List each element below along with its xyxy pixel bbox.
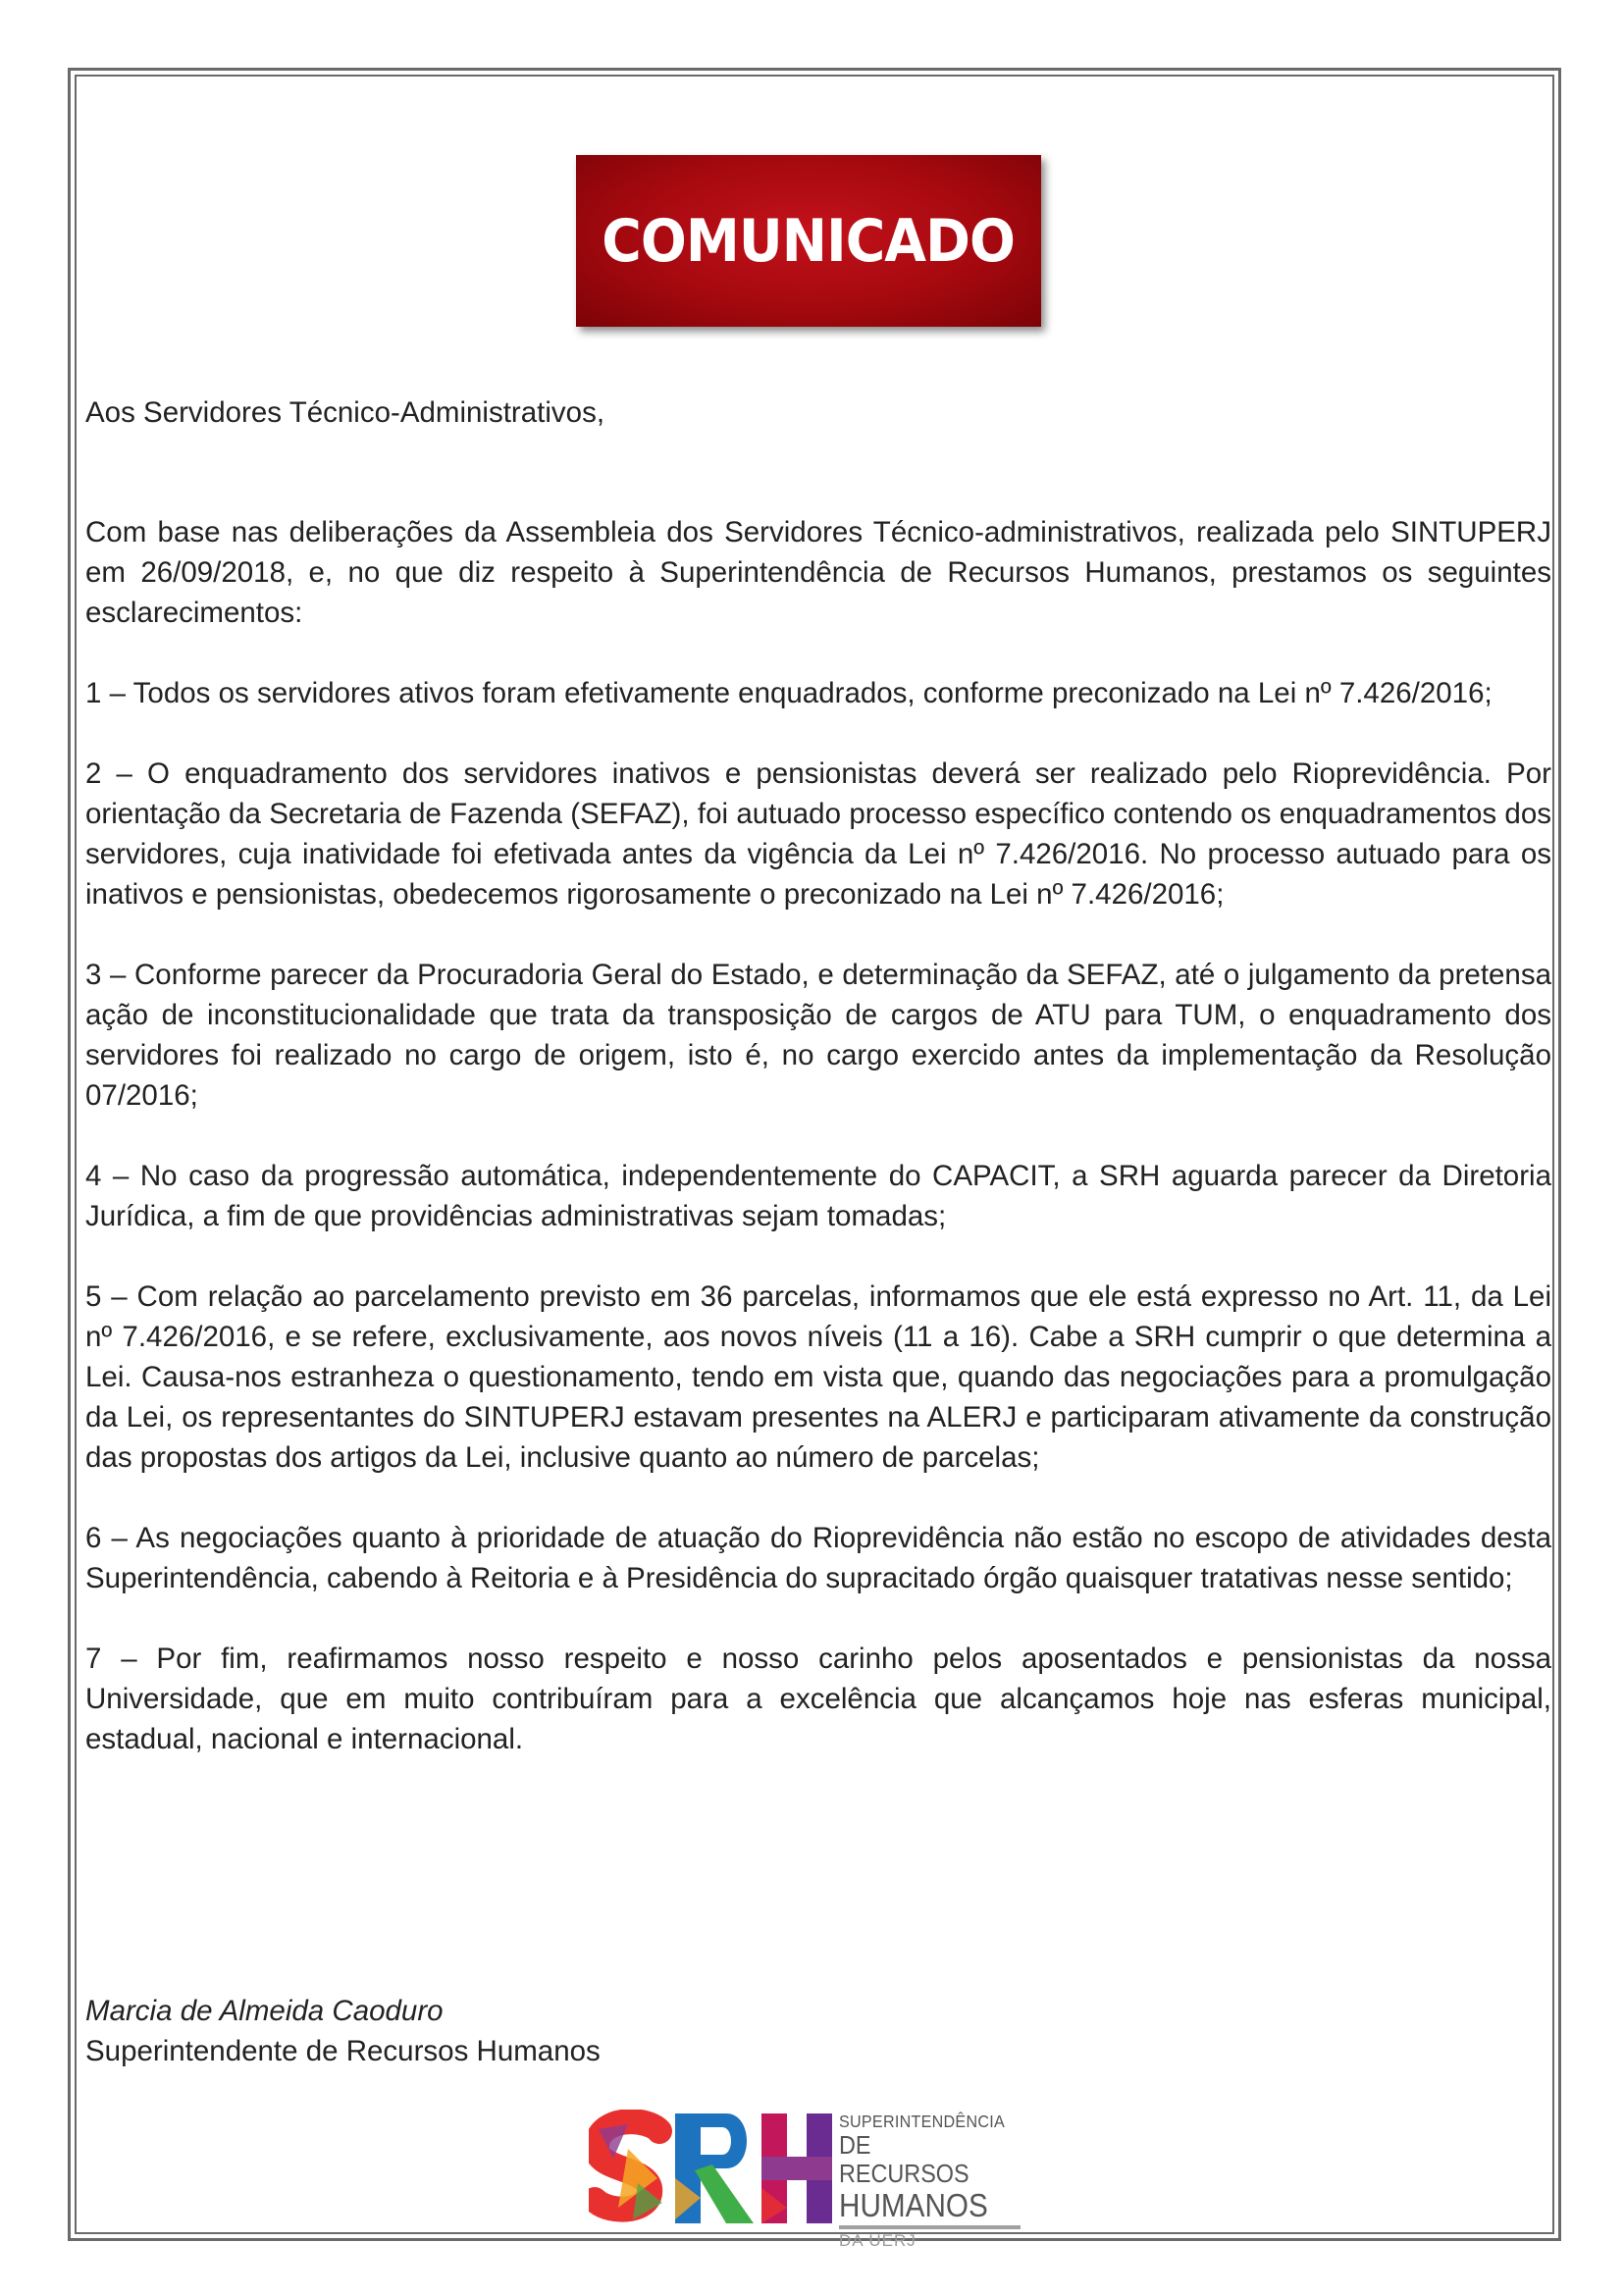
- document-body: [85, 392, 1551, 1799]
- paragraph-item-5: 5 – Com relação ao parcelamento previsto em 36 parcelas, informamos que ele está expresso no Art. 11, da Lei nº 7.426/2016, e se refere, exclusivamente, aos novos níveis (11 a 16). Cabe a SRH cumprir o que determina a Lei. Causa-nos estranheza o questionamento, tendo em vista que, quando das negociações para a promulgação da Lei, os representantes do SINTUPERJ estavam presentes na ALERJ e participaram ativamente da construção das propostas dos artigos da Lei, inclusive quanto ao número de parcelas;: [85, 1280, 1551, 1474]
- logo-divider: [839, 2225, 1021, 2229]
- paragraph-item-4: 4 – No caso da progressão automática, independentemente do CAPACIT, a SRH aguarda parecer da Diretoria Jurídica, a fim de que providências administrativas sejam tomadas;: [85, 1160, 1551, 1232]
- paragraph-item-3: 3 – Conforme parecer da Procuradoria Geral do Estado, e determinação da SEFAZ, até o julgamento da pretensa ação de inconstitucionalidade que trata da transposição de cargos de ATU para TUM, o enquadramento dos servidores foi realizado no cargo de origem, isto é, no cargo exercido antes da implementação da Resolução 07/2016;: [85, 959, 1551, 1112]
- srh-logo-letters: [589, 2110, 834, 2227]
- greeting: Aos Servidores Técnico-Administrativos,: [85, 396, 605, 429]
- banner-title: COMUNICADO: [602, 206, 1016, 276]
- paragraph-intro: Com base nas deliberações da Assembleia dos Servidores Técnico-administrativos, realizada pelo SINTUPERJ em 26/09/2018, e, no que diz respeito à Superintendência de Recursos Humanos, prestamos os seguintes esclarecimentos:: [85, 516, 1551, 629]
- paragraph-item-7: 7 – Por fim, reafirmamos nosso respeito e nosso carinho pelos aposentados e pensionistas da nossa Universidade, que em muito contribuíram para a excelência que alcançamos hoje nas esferas municipal, estadual, nacional e internacional.: [85, 1643, 1551, 1755]
- paragraph-item-1: 1 – Todos os servidores ativos foram efetivamente enquadrados, conforme preconizado na Lei nº 7.426/2016;: [85, 677, 1493, 709]
- srh-logo: [589, 2110, 1025, 2250]
- signatory-name: Marcia de Almeida Caoduro: [85, 1995, 444, 2027]
- signatory-title: Superintendente de Recursos Humanos: [85, 2035, 601, 2067]
- paragraph-item-6: 6 – As negociações quanto à prioridade de atuação do Rioprevidência não estão no escopo de atividades desta Superintendência, cabendo à Reitoria e à Presidência do supracitado órgão quaisquer tratativas nesse sentido;: [85, 1522, 1551, 1594]
- logo-line-3: HUMANOS: [839, 2187, 988, 2223]
- comunicado-banner: [576, 155, 1041, 327]
- logo-line-1: SUPERINTENDÊNCIA: [839, 2112, 1006, 2131]
- logo-line-4: DA UERJ: [839, 2231, 917, 2250]
- srh-logo-wordmark: [839, 2112, 1025, 2250]
- paragraph-item-2: 2 – O enquadramento dos servidores inativos e pensionistas deverá ser realizado pelo Rioprevidência. Por orientação da Secretaria de Fazenda (SEFAZ), foi autuado processo específico contendo os enquadramentos dos servidores, cuja inatividade foi efetivada antes da vigência da Lei nº 7.426/2016. No processo autuado para os inativos e pensionistas, obedecemos rigorosamente o preconizado na Lei nº 7.426/2016;: [85, 757, 1551, 911]
- logo-line-2: DE RECURSOS: [839, 2130, 969, 2188]
- signature-block: [85, 1991, 601, 2071]
